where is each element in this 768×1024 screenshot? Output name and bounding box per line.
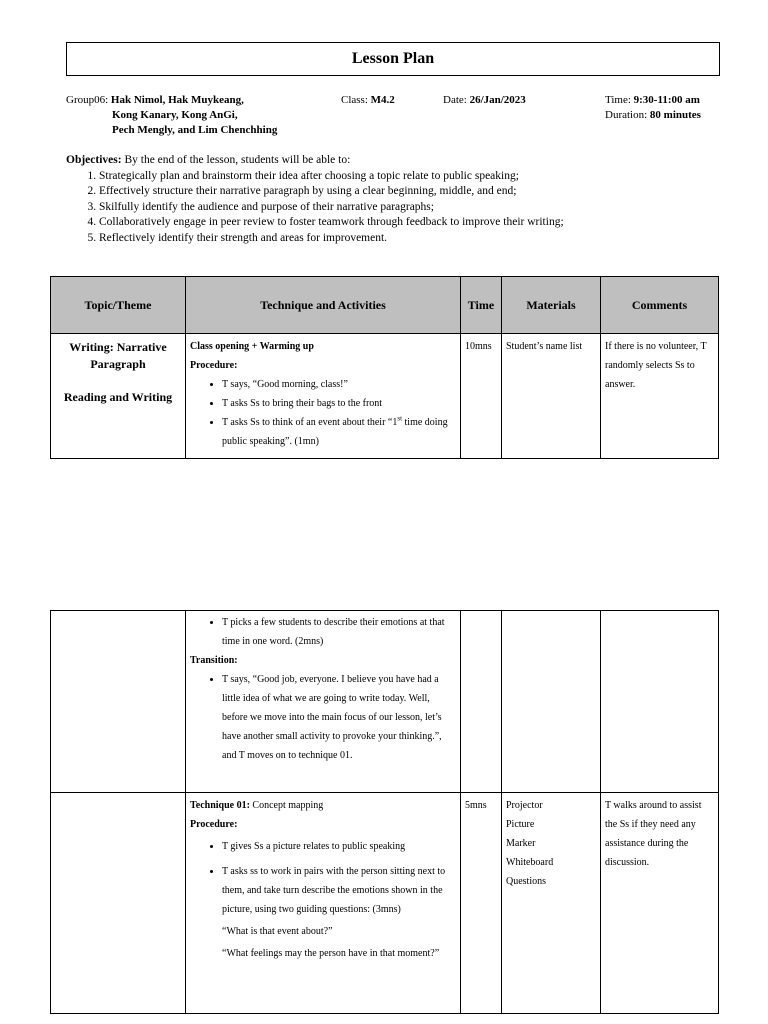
time-info	[605, 93, 700, 108]
page-title: Lesson Plan	[66, 42, 720, 76]
objectives-label: Objectives:	[66, 154, 122, 166]
table-row	[51, 793, 719, 1014]
objectives-section	[66, 153, 706, 246]
header-technique: Technique and Activities	[186, 277, 461, 334]
transition-label: Transition:	[190, 655, 238, 666]
procedure-list	[190, 837, 456, 919]
technique-label: Technique 01:	[190, 800, 250, 811]
header-materials: Materials	[502, 277, 601, 334]
table-header-row	[51, 277, 719, 334]
objective-item: 2. Effectively structure their narrative paragraph by using a clear beginning, middle, and end;	[99, 184, 706, 200]
procedure-list	[190, 613, 456, 651]
materials-list	[502, 793, 600, 894]
materials-cell	[502, 793, 601, 1014]
class-info	[341, 93, 395, 108]
activity-heading: Class opening + Warming up	[190, 341, 314, 352]
list-item: • T asks ss to work in pairs with the person sitting next to them, and take turn describe the emotions shown in the picture, using two guiding questions: (3mns)	[222, 862, 456, 919]
group-member-line-2: Kong Kanary, Kong AnGi,	[112, 109, 238, 121]
group-member-line-3: Pech Mengly, and Lim Chenchhing	[112, 124, 278, 136]
topic-cell	[51, 793, 186, 1014]
list-item-text: time doing public speaking”. (1mn)	[222, 417, 448, 447]
table-row	[51, 611, 719, 793]
technique-cell	[186, 334, 461, 459]
procedure-list	[190, 375, 456, 451]
material-item: Whiteboard	[506, 857, 554, 868]
group-info	[66, 93, 244, 108]
lesson-table-part2	[50, 610, 719, 1014]
procedure-label: Procedure:	[190, 819, 238, 830]
comments-value: T walks around to assist the Ss if they need any assistance during the discussion.	[605, 800, 702, 868]
list-item: • T picks a few students to describe their emotions at that time in one word. (2mns)	[222, 613, 456, 651]
header-topic: Topic/Theme	[51, 277, 186, 334]
header-comments: Comments	[601, 277, 719, 334]
objective-item: 1. Strategically plan and brainstorm their idea after choosing a topic relate to public speaking;	[99, 169, 706, 185]
material-item: Marker	[506, 838, 536, 849]
technique-name: Concept mapping	[249, 800, 324, 811]
duration-info	[605, 108, 701, 123]
topic-line-2: Reading and Writing	[63, 390, 173, 404]
objective-item: 3. Skilfully identify the audience and purpose of their narrative paragraphs;	[99, 200, 706, 216]
objectives-intro: By the end of the lesson, students will be able to:	[121, 154, 351, 166]
date-label: Date:	[443, 94, 467, 106]
date-value: 26/Jan/2023	[469, 94, 526, 106]
time-value: 5mns	[465, 800, 487, 811]
group-member-line-3-wrap	[112, 123, 277, 138]
time-label: Time:	[605, 94, 631, 106]
group-member-line-1: Hak Nimol, Hak Muykeang,	[110, 94, 244, 106]
comments-value: If there is no volunteer, T randomly selects Ss to answer.	[605, 341, 707, 390]
duration-label: Duration:	[605, 109, 648, 121]
objectives-list	[66, 169, 706, 247]
list-item-sup: st	[397, 414, 403, 423]
objective-item: 4. Collaboratively engage in peer review to foster teamwork through feedback to improve their writing;	[99, 215, 706, 231]
header-time: Time	[461, 277, 502, 334]
table-row	[51, 334, 719, 459]
time-cell	[461, 793, 502, 1014]
topic-cell	[51, 334, 186, 459]
technique-cell	[186, 611, 461, 793]
materials-value: Student’s name list	[506, 341, 583, 352]
transition-list	[190, 670, 456, 765]
group-member-line-2-wrap	[112, 108, 238, 123]
list-item: • T says, “Good morning, class!”	[222, 375, 456, 394]
guiding-question: “What feelings may the person have in that moment?”	[222, 948, 440, 959]
date-info	[443, 93, 526, 108]
comments-cell	[601, 611, 719, 793]
list-item: • T gives Ss a picture relates to public speaking	[222, 837, 456, 856]
class-value: M4.2	[370, 94, 395, 106]
guiding-question: “What is that event about?”	[222, 926, 333, 937]
comments-cell	[601, 793, 719, 1014]
group-label: Group06:	[66, 94, 109, 106]
materials-cell	[502, 611, 601, 793]
material-item: Picture	[506, 819, 535, 830]
comments-cell	[601, 334, 719, 459]
duration-value: 80 minutes	[649, 109, 701, 121]
time-cell	[461, 334, 502, 459]
objective-item: 5. Reflectively identify their strength and areas for improvement.	[99, 231, 706, 247]
material-item: Projector	[506, 800, 543, 811]
list-item-text: T asks Ss to think of an event about their “1	[222, 417, 398, 428]
lesson-table-part1	[50, 276, 719, 459]
topic-cell	[51, 611, 186, 793]
time-value: 10mns	[465, 341, 492, 352]
topic-line-1: Writing: Narrative Paragraph	[69, 340, 167, 371]
class-label: Class:	[341, 94, 368, 106]
time-cell	[461, 611, 502, 793]
material-item: Questions	[506, 876, 546, 887]
list-item: • T says, “Good job, everyone. I believe you have had a little idea of what we are going to write today. Well, before we move into the main focus of our lesson, let’s have another small activity to provoke your thinking.”, and T moves on to technique 01.	[222, 670, 456, 765]
time-value: 9:30-11:00 am	[633, 94, 700, 106]
list-item: • T asks Ss to bring their bags to the front	[222, 394, 456, 413]
materials-cell	[502, 334, 601, 459]
procedure-label: Procedure:	[190, 360, 238, 371]
objectives-heading	[66, 153, 706, 169]
technique-cell	[186, 793, 461, 1014]
list-item	[222, 413, 456, 451]
